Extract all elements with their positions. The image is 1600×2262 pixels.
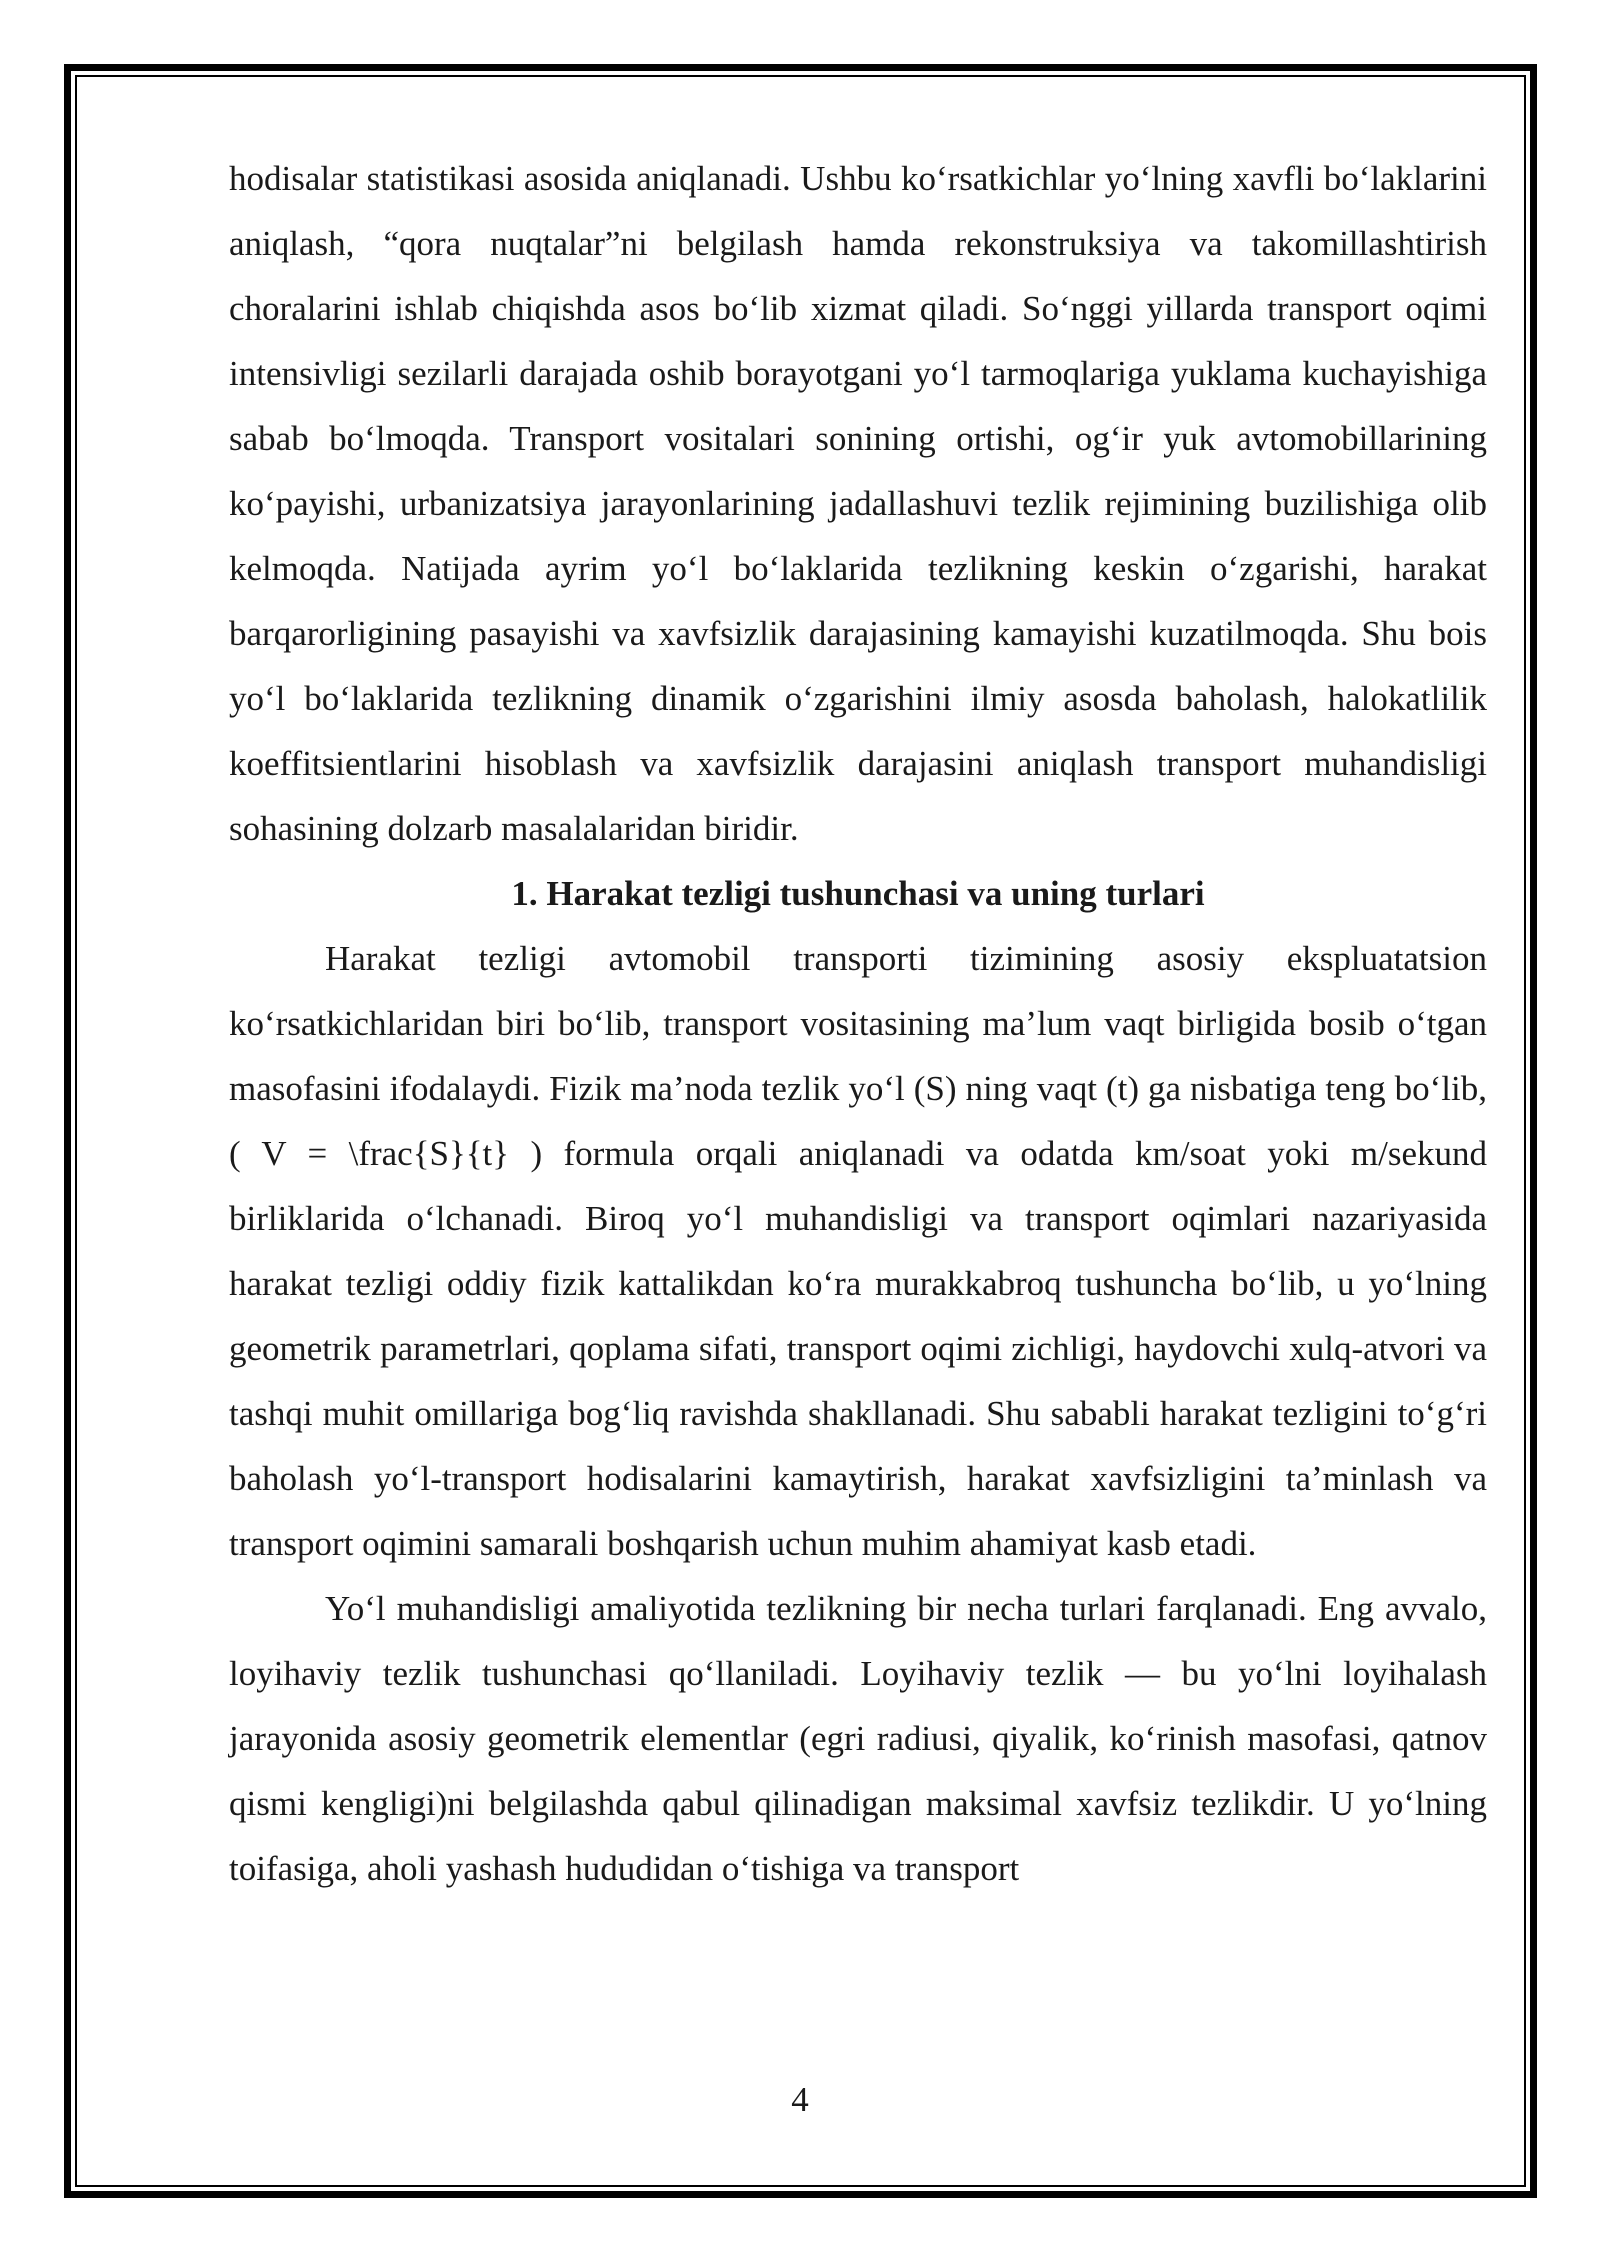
body-paragraph: Yo‘l muhandisligi amaliyotida tezlikning bir necha turlari farqlanadi. Eng avvalo, loyihaviy tezlik tushunchasi qo‘llaniladi. Loyihaviy tezlik — bu yo‘lni loyihalash jarayonida asosiy geometrik elementlar (egri radiusi, qiyalik, ko‘rinish masofasi, qatnov qismi kengligi)ni belgilashda qabul qilinadigan maksimal xavfsiz tezlikdir. U yo‘lning toifasiga, aholi yashash hududidan o‘tishiga va transport: [229, 1589, 1487, 1888]
page-number: 4: [791, 2080, 809, 2119]
body-paragraph: Harakat tezligi avtomobil transporti tizimining asosiy ekspluatatsion ko‘rsatkichlaridan biri bo‘lib, transport vositasining ma’lum vaqt birligida bosib o‘tgan masofasini ifodalaydi. Fizik ma’noda tezlik yo‘l (S) ning vaqt (t) ga nisbatiga teng bo‘lib, ( V = \frac{S}{t} ) formula orqali aniqlanadi va odatda km/soat yoki m/sekund birliklarida o‘lchanadi. Biroq yo‘l muhandisligi va transport oqimlari nazariyasida harakat tezligi oddiy fizik kattalikdan ko‘ra murakkabroq tushuncha bo‘lib, u yo‘lning geometrik parametrlari, qoplama sifati, transport oqimi zichligi, haydovchi xulq-atvori va tashqi muhit omillariga bog‘liq ravishda shakllanadi. Shu sababli harakat tezligini to‘g‘ri baholash yo‘l-transport hodisalarini kamaytirish, harakat xavfsizligini ta’minlash va transport oqimini samarali boshqarish uchun muhim ahamiyat kasb etadi.: [229, 939, 1487, 1563]
section-heading: 1. Harakat tezligi tushunchasi va uning turlari: [511, 874, 1205, 913]
page-body: [229, 146, 1487, 1901]
body-paragraph: hodisalar statistikasi asosida aniqlanadi. Ushbu ko‘rsatkichlar yo‘lning xavfli bo‘laklarini aniqlash, “qora nuqtalar”ni belgilash hamda rekonstruksiya va takomillashtirish choralarini ishlab chiqishda asos bo‘lib xizmat qiladi. So‘nggi yillarda transport oqimi intensivligi sezilarli darajada oshib borayotgani yo‘l tarmoqlariga yuklama kuchayishiga sabab bo‘lmoqda. Transport vositalari sonining ortishi, og‘ir yuk avtomobillarining ko‘payishi, urbanizatsiya jarayonlarining jadallashuvi tezlik rejimining buzilishiga olib kelmoqda. Natijada ayrim yo‘l bo‘laklarida tezlikning keskin o‘zgarishi, harakat barqarorligining pasayishi va xavfsizlik darajasining kamayishi kuzatilmoqda. Shu bois yo‘l bo‘laklarida tezlikning dinamik o‘zgarishini ilmiy asosda baholash, halokatlilik koeffitsientlarini hisoblash va xavfsizlik darajasini aniqlash transport muhandisligi sohasining dolzarb masalalaridan biridir.: [229, 159, 1487, 848]
